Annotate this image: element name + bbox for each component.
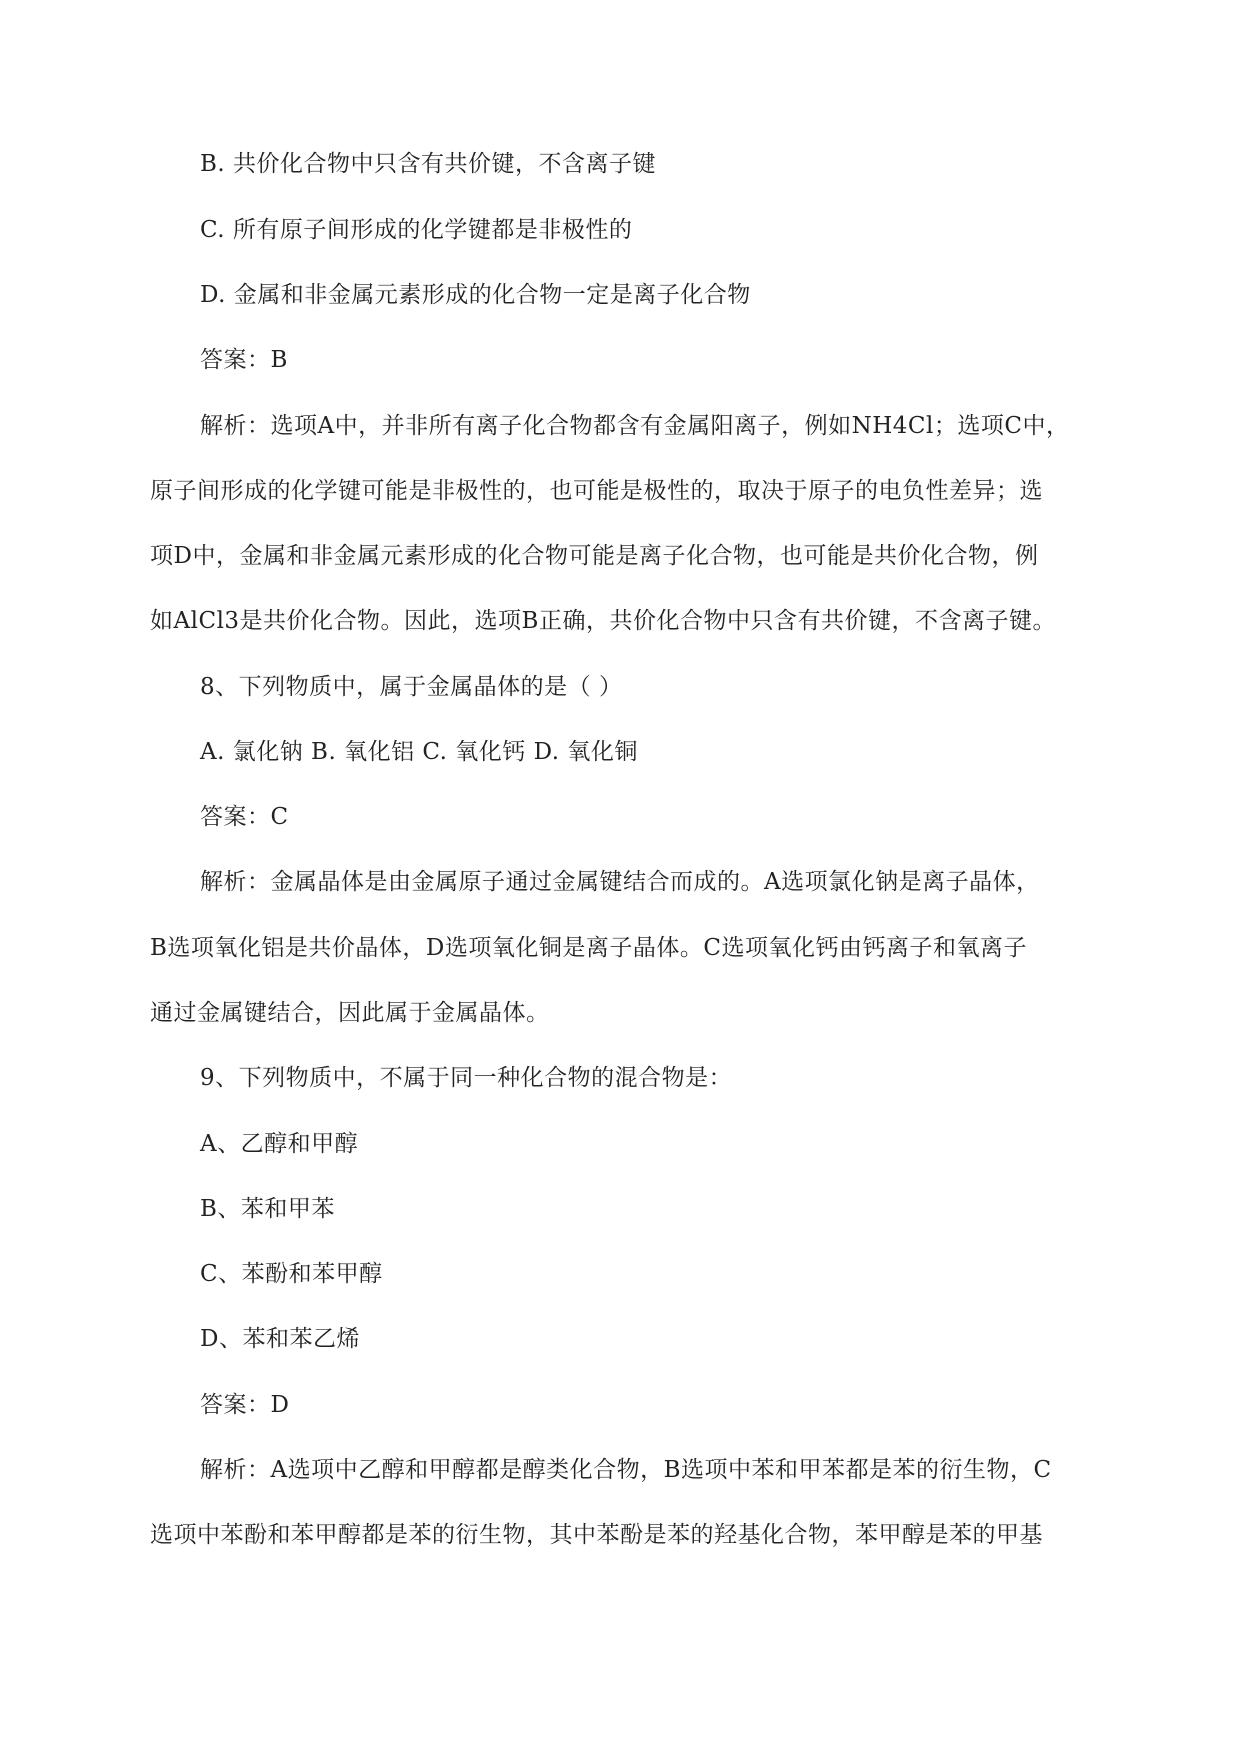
q9-question: 9、下列物质中，不属于同一种化合物的混合物是： <box>200 1065 733 1091</box>
q7-analysis-line: 如AlCl3是共价化合物。因此，选项B正确，共价化合物中只含有共价键，不含离子键。 <box>150 608 1056 634</box>
q9-analysis-line: 选项中苯酚和苯甲醇都是苯的衍生物，其中苯酚是苯的羟基化合物，苯甲醇是苯的甲基 <box>150 1522 1043 1548</box>
q7-option-c: C. 所有原子间形成的化学键都是非极性的 <box>200 217 633 243</box>
q8-answer: 答案：C <box>200 804 289 830</box>
q9-option-a: A、乙醇和甲醇 <box>200 1131 359 1157</box>
q8-analysis-line: B选项氧化铝是共价晶体，D选项氧化铜是离子晶体。C选项氧化钙由钙离子和氧离子 <box>150 935 1027 961</box>
q9-option-b: B、苯和甲苯 <box>200 1196 335 1222</box>
q8-question: 8、下列物质中，属于金属晶体的是（ ） <box>200 674 623 700</box>
q7-analysis-line: 项D中，金属和非金属元素形成的化合物可能是离子化合物，也可能是共价化合物，例 <box>150 543 1039 569</box>
q8-analysis-line: 通过金属键结合，因此属于金属晶体。 <box>150 1000 550 1026</box>
q8-options: A. 氯化钠 B. 氧化铝 C. 氧化钙 D. 氧化铜 <box>200 739 638 765</box>
q9-answer: 答案：D <box>200 1392 290 1418</box>
q7-answer: 答案：B <box>200 347 288 373</box>
q7-option-d: D. 金属和非金属元素形成的化合物一定是离子化合物 <box>200 282 751 308</box>
q8-analysis-line: 解析：金属晶体是由金属原子通过金属键结合而成的。A选项氯化钠是离子晶体， <box>200 869 1040 895</box>
q7-analysis-line: 原子间形成的化学键可能是非极性的，也可能是极性的，取决于原子的电负性差异；选 <box>150 478 1043 504</box>
q9-option-c: C、苯酚和苯甲醇 <box>200 1261 383 1287</box>
q7-analysis-line: 解析：选项A中，并非所有离子化合物都含有金属阳离子，例如NH4Cl；选项C中， <box>200 413 1070 439</box>
q9-analysis-line: 解析：A选项中乙醇和甲醇都是醇类化合物，B选项中苯和甲苯都是苯的衍生物，C <box>200 1457 1052 1483</box>
q9-option-d: D、苯和苯乙烯 <box>200 1326 360 1352</box>
q7-option-b: B. 共价化合物中只含有共价键，不含离子键 <box>200 151 657 177</box>
